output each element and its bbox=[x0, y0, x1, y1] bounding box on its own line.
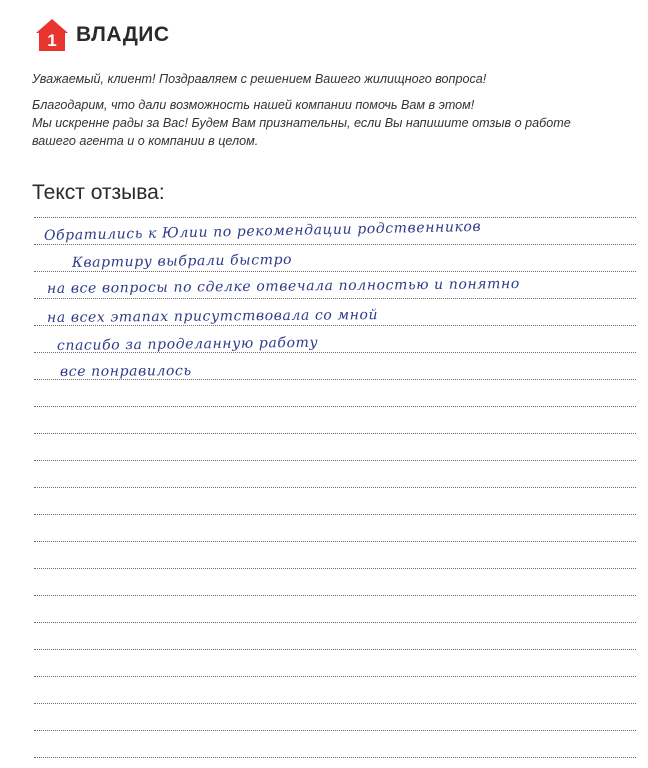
handwritten-line: Квартиру выбрали быстро bbox=[71, 251, 293, 271]
ruled-line bbox=[34, 649, 636, 650]
intro-request-cont: вашего агента и о компании в целом. bbox=[32, 134, 259, 148]
ruled-line bbox=[34, 406, 636, 407]
ruled-lines bbox=[34, 0, 636, 768]
review-heading: Текст отзыва: bbox=[32, 181, 165, 204]
ruled-line bbox=[34, 487, 636, 488]
ruled-line bbox=[34, 568, 636, 569]
ruled-line bbox=[34, 514, 636, 515]
ruled-line bbox=[34, 352, 636, 353]
handwritten-line: на все вопросы по сделке отвечала полностью и понятно bbox=[46, 276, 520, 297]
ruled-line bbox=[34, 622, 636, 623]
handwritten-line: спасибо за проделанную работу bbox=[56, 334, 319, 354]
ruled-line bbox=[34, 379, 636, 380]
ruled-line bbox=[34, 730, 636, 731]
ruled-line bbox=[34, 676, 636, 677]
logo-digit: 1 bbox=[47, 31, 57, 50]
ruled-line bbox=[34, 595, 636, 596]
ruled-line bbox=[34, 460, 636, 461]
intro-request: Мы искренне рады за Вас! Будем Вам признательны, если Вы напишите отзыв о работе bbox=[32, 116, 571, 130]
handwritten-line: все понравилось bbox=[59, 363, 192, 380]
ruled-line bbox=[34, 703, 636, 704]
ruled-line bbox=[34, 433, 636, 434]
ruled-line bbox=[34, 298, 636, 299]
handwritten-line: Обратились к Юлии по рекомендации родственников bbox=[43, 218, 482, 244]
handwritten-line: на всех этапах присутствовала со мной bbox=[46, 307, 379, 326]
ruled-line bbox=[34, 217, 636, 218]
brand-name: ВЛАДИС bbox=[76, 23, 170, 46]
ruled-line bbox=[34, 271, 636, 272]
intro-greeting: Уважаемый, клиент! Поздравляем с решением Вашего жилищного вопроса! bbox=[32, 72, 487, 86]
ruled-line bbox=[34, 757, 636, 758]
ruled-line bbox=[34, 541, 636, 542]
ruled-line bbox=[34, 244, 636, 245]
ruled-line bbox=[34, 325, 636, 326]
intro-thanks: Благодарим, что дали возможность нашей компании помочь Вам в этом! bbox=[32, 98, 475, 112]
